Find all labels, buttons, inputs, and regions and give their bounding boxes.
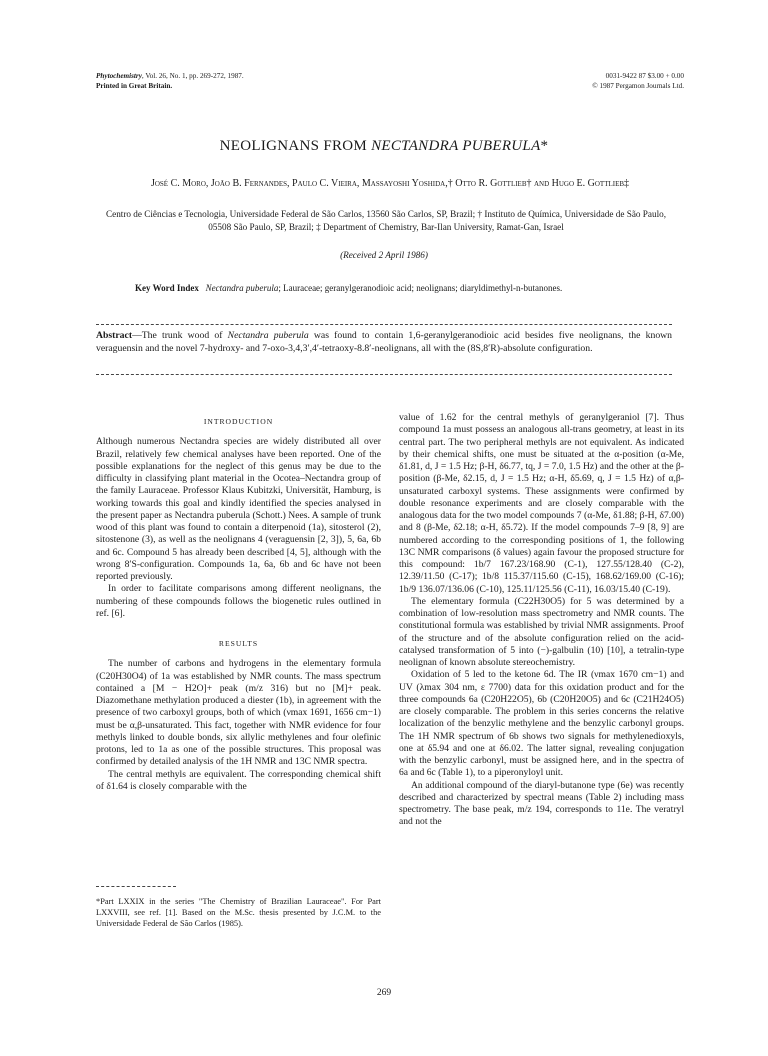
footnote: *Part LXXIX in the series "The Chemistry of Brazilian Lauraceae". For Part LXXVIII, see ref. [1]. Based on the M.Sc. thesis presented by J.C.M. to the Universidade Federal de São Carlos (1985). — [96, 897, 381, 928]
right-column — [399, 412, 684, 829]
abstract-species: Nectandra puberula — [227, 330, 309, 341]
page-number: 269 — [376, 988, 392, 998]
journal-code: 0031-9422 87 $3.00 + 0.00 — [605, 72, 684, 80]
results-heading: RESULTS — [218, 639, 259, 648]
abstract-text-1: —The trunk wood of — [132, 330, 228, 341]
abstract-label: Abstract — [96, 330, 133, 341]
printed-in: Printed in Great Britain. — [96, 82, 173, 90]
intro-paragraph-2: In order to facilitate comparisons among different neolignans, the numbering of these compounds follows the biogenetic rules outlined in ref. [6]. — [96, 583, 381, 619]
left-column — [96, 416, 381, 793]
abstract-top-rule — [96, 324, 672, 325]
keyword-rest: ; Lauraceae; geranylgeranodioic acid; neolignans; diaryldimethyl-n-butanones. — [278, 283, 563, 293]
footnote-rule — [96, 886, 176, 887]
journal-citation: , Vol. 26, No. 1, pp. 269-272, 1987. — [141, 72, 244, 80]
journal-header — [96, 71, 244, 91]
right-paragraph-4: An additional compound of the diaryl-butanone type (6e) was recently described and characterized by spectral means (Table 2) including mass spectrometry. The base peak, m/z 194, corresponds to 11e. The veratryl and not the — [399, 779, 684, 828]
results-paragraph-2: The central methyls are equivalent. The corresponding chemical shift of δ1.64 is closely comparable with the — [96, 768, 381, 792]
keyword-label: Key Word Index — [135, 283, 199, 293]
title-species: NECTANDRA PUBERULA — [371, 138, 541, 154]
journal-name: Phytochemistry — [96, 72, 142, 80]
intro-paragraph-1: Although numerous Nectandra species are widely distributed all over Brazil, relatively few chemical analyses have been reported. One of the possible explanations for the neglect of this genus may be due to the difficulty in classifying plant material in the Ocotea–Nectandra group of the family Lauraceae. Professor Klaus Kubitzki, Universität, Hamburg, is working towards this goal and kindly identified the species analysed in the present paper as Nectandra puberula (Schott.) Nees. A sample of trunk wood of this plant was found to contain a diterpenoid (1a), sitosterol (2), sitostenone (3), as well as the neolignans 4 (veraguensin [2, 3]), 5, 6a, 6b and 6c. Compound 5 has already been described [4, 5], although with the wrong 8′S-configuration. Compounds 1a, 6a, 6b and 6c have not been reported previously. — [96, 436, 381, 582]
authors: José C. Moro, João B. Fernandes, Paulo C. Vieira, Massayoshi Yoshida,† Otto R. Gottlieb† and Hugo E. Gottlieb‡ — [150, 178, 630, 189]
title-prefix: NEOLIGNANS FROM — [219, 138, 372, 154]
right-paragraph-3: Oxidation of 5 led to the ketone 6d. The IR (νmax 1670 cm−1) and UV (λmax 304 nm, ε 7700) data for this oxidation product and for the three compounds 6a (C20H22O5), 6b (C20H20O5) and 6c (C21H24O5) are closely comparable. The problem in this series concerns the relative localization of the benzylic methylene and the benzylic carbonyl groups. The 1H NMR spectrum of 6b shows two signals for methylenedioxyls, one at δ5.94 and one at δ6.02. The latter signal, revealing conjugation with the benzylic carbonyl, must be assigned here, and in the spectra of 6a and 6c (Table 1), to a piperonyloyl unit. — [399, 669, 684, 779]
keyword-index — [135, 282, 635, 294]
journal-code-block — [592, 71, 684, 91]
keyword-species: Nectandra puberula — [205, 283, 279, 293]
abstract-text-2: was found to contain 1,6-geranylgeranodioic acid besides five neolignans, the known veraguensin and the novel 7-hydroxy- and 7-oxo-3,4,3′,4′-tetraoxy-8.8′-neolignans, all with the (8S,8′R)-absolute configuration. — [96, 330, 672, 354]
right-paragraph-2: The elementary formula (C22H30O5) for 5 was determined by a combination of low-resolution mass spectrometry and NMR counts. The constitutional formula was established by trivial NMR assignments. Proof of the structure and of the absolute configuration relied on the acid-catalysed transformation of 5 into (−)-galbulin (10) [10], a tetralin-type neolignan of known absolute stereochemistry. — [399, 595, 684, 668]
abstract — [96, 330, 672, 355]
affiliation: Centro de Ciências e Tecnologia, Universidade Federal de São Carlos, 13560 São Carlos, SP, Brazil; † Instituto de Química, Universidade de São Paulo, 05508 São Paulo, SP, Brazil; ‡ Department of Chemistry, Bar-Ilan University, Ramat-Gan, Israel — [105, 209, 667, 232]
article-title — [0, 138, 768, 155]
title-footnote-mark: * — [540, 138, 549, 154]
introduction-heading: INTRODUCTION — [203, 417, 274, 426]
right-paragraph-1: value of 1.62 for the central methyls of geranylgeraniol [7]. Thus compound 1a must possess an analogous all-trans geometry, at least in its central part. The two peripheral methyls are not equivalent. As indicated by their chemical shifts, one must be situated at the α-position (α-Me, δ1.81, d, J = 1.5 Hz; β-H, δ6.77, tq, J = 7.0, 1.5 Hz) and the other at the β-position (β-Me, δ2.15, d, J = 1.5 Hz; α-H, δ5.69, q, J = 1.5 Hz) of α,β-unsaturated carboxyl systems. These assignments were confirmed by double resonance experiments and are closely comparable with the analogous data for the two model compounds 7 (α-Me, δ1.88; β-H, δ7.00) and 8 (β-Me, δ2.18; α-H, δ5.72). If the model compounds 7–9 [8, 9] are numbered according to the corresponding positions of 1, the following 13C NMR comparisons (δ values) again favour the proposed structure for this compound: 1b/7 167.23/168.90 (C-1), 127.55/128.40 (C-2), 12.39/11.50 (C-17); 1b/8 115.37/115.60 (C-15), 168.62/169.00 (C-16); 1b/9 136.07/136.06 (C-10), 125.11/125.56 (C-11), 16.03/15.40 (C-19). — [399, 412, 684, 595]
abstract-bottom-rule — [96, 374, 672, 375]
copyright: © 1987 Pergamon Journals Ltd. — [592, 82, 684, 90]
results-paragraph-1: The number of carbons and hydrogens in the elementary formula (C20H30O4) of 1a was established by NMR counts. The mass spectrum contained a [M − H2O]+ peak (m/z 316) but no [M]+ peak. Diazomethane methylation produced a diester (1b), in agreement with the presence of two carboxyl groups, both of which (νmax 1691, 1656 cm−1) must be α,β-unsaturated. This fact, together with NMR evidence for four methyls linked to double bonds, six allylic methylenes and four olefinic protons, led to 1a as one of the possible structures. This proposal was confirmed by detailed analysis of the 1H NMR and 13C NMR spectra. — [96, 658, 381, 768]
received-date: (Received 2 April 1986) — [340, 250, 428, 260]
